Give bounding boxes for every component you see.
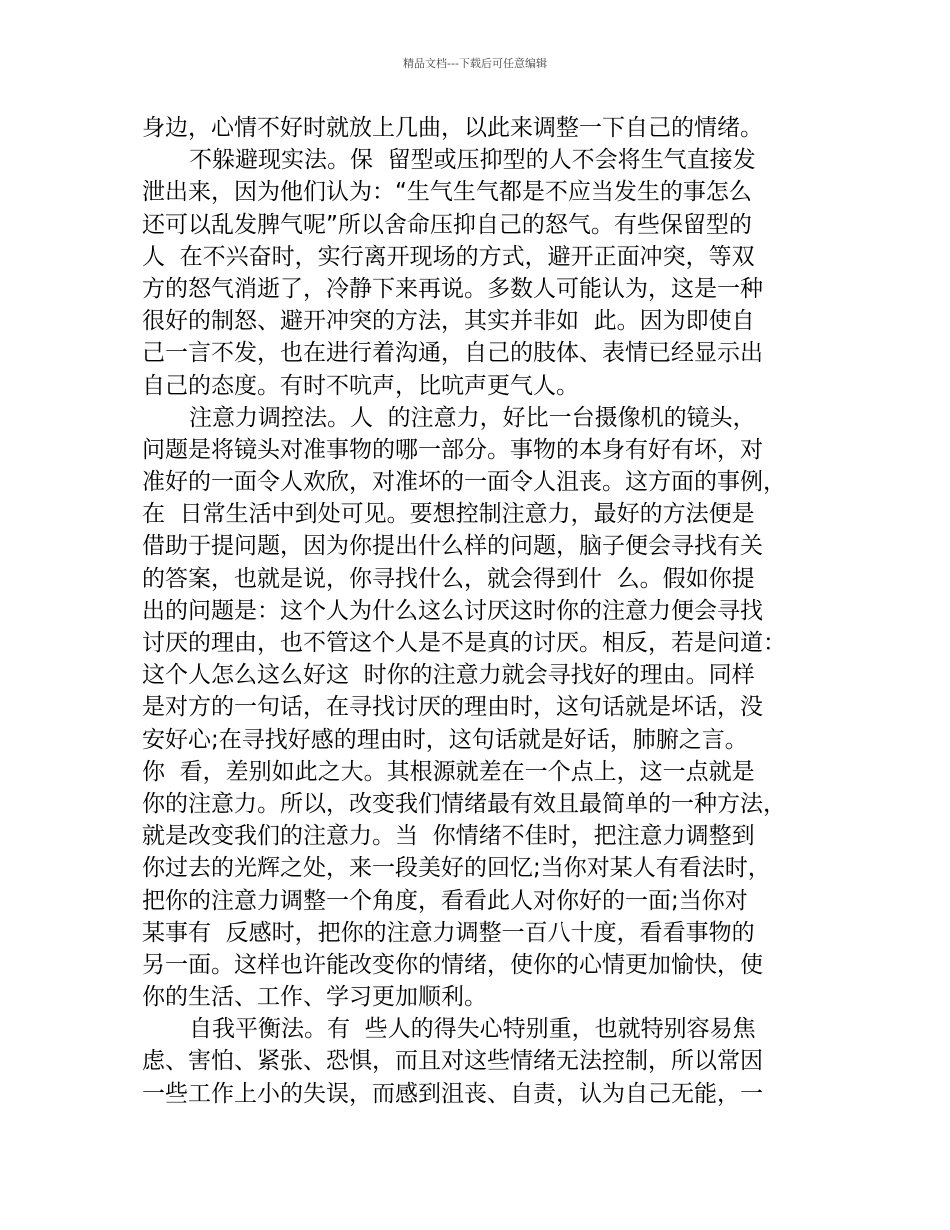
text-line: 就是改变我们的注意力。当 你情绪不佳时，把注意力调整到 <box>142 823 755 850</box>
text-line: 自我平衡法。有 些人的得失心特别重，也就特别容易焦 <box>189 1016 756 1043</box>
text-line: 是对方的一句话，在寻找讨厌的理由时，这句话就是坏话，没 <box>142 694 763 721</box>
text-line: 安好心;在寻找好感的理由时，这句话就是好话，肺腑之言。 <box>142 726 748 753</box>
text-line: 不躲避现实法。保 留型或压抑型的人不会将生气直接发 <box>189 147 756 174</box>
text-line: 虑、害怕、紧张、恐惧，而且对这些情绪无法控制，所以常因 <box>142 1048 763 1075</box>
page-header: 精品文档---下载后可任意编辑 <box>403 57 547 70</box>
text-line: 还可以乱发脾气呢”所以舍命压抑自己的怒气。有些保留型的 <box>142 211 752 238</box>
text-line: 你的注意力。所以，改变我们情绪最有效且最简单的一种方法， <box>142 790 786 817</box>
text-line: 泄出来，因为他们认为：“生气生气都是不应当发生的事怎么 <box>142 179 752 206</box>
text-line: 人 在不兴奋时，实行离开现场的方式，避开正面冲突，等双 <box>142 243 755 270</box>
text-line: 己一言不发，也在进行着沟通，自己的肢体、表情已经显示出 <box>142 340 763 367</box>
text-line: 这个人怎么这么好这 时你的注意力就会寻找好的理由。同样 <box>142 662 755 689</box>
text-line: 身边，心情不好时就放上几曲，以此来调整一下自己的情绪。 <box>142 115 763 141</box>
text-line: 在 日常生活中到处可见。要想控制注意力，最好的方法便是 <box>142 501 755 528</box>
text-line: 借助于提问题，因为你提出什么样的问题，脑子便会寻找有关 <box>142 533 763 560</box>
text-line: 很好的制怒、避开冲突的方法，其实并非如 此。因为即使自 <box>142 308 755 335</box>
text-line: 准好的一面令人欢欣，对准坏的一面令人沮丧。这方面的事例， <box>142 469 786 496</box>
text-line: 另一面。这样也许能改变你的情绪，使你的心情更加愉快，使 <box>142 951 763 978</box>
text-line: 自己的态度。有时不吭声，比吭声更气人。 <box>142 372 579 399</box>
text-line: 问题是将镜头对准事物的哪一部分。事物的本身有好有坏，对 <box>142 436 763 463</box>
text-line: 你的生活、工作、学习更加顺利。 <box>142 984 487 1011</box>
text-line: 注意力调控法。人 的注意力，好比一台摄像机的镜头， <box>189 404 756 431</box>
text-line: 某事有 反感时，把你的注意力调整一百八十度，看看事物的 <box>142 919 755 946</box>
text-line: 你过去的光辉之处，来一段美好的回忆;当你对某人有看法时， <box>142 855 771 882</box>
text-line: 的答案，也就是说，你寻找什么，就会得到什 么。假如你提 <box>142 565 755 592</box>
text-line: 讨厌的理由，也不管这个人是不是真的讨厌。相反，若是问道： <box>142 630 786 656</box>
text-line: 把你的注意力调整一个角度，看看此人对你好的一面;当你对 <box>142 887 748 914</box>
text-line: 出的问题是：这个人为什么这么讨厌这时你的注意力便会寻找 <box>142 597 763 624</box>
text-line: 你 看，差别如此之大。其根源就差在一个点上，这一点就是 <box>142 758 755 785</box>
text-line: 一些工作上小的失误，而感到沮丧、自责，认为自己无能，一 <box>142 1080 763 1107</box>
document-body <box>142 112 827 1110</box>
text-line: 方的怒气消逝了，冷静下来再说。多数人可能认为，这是一种 <box>142 275 763 302</box>
